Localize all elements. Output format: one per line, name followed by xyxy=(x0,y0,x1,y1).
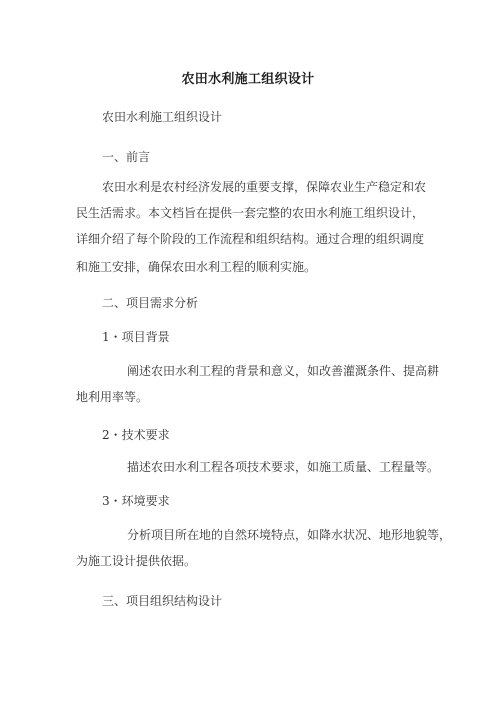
preface-paragraph-line: 和施工安排，确保农田水利工程的顺利实施。 xyxy=(76,260,317,274)
item-heading-technical: 2・技术要求 xyxy=(102,428,170,442)
item-text-line: 阐述农田水利工程的背景和意义，如改善灌溉条件、提高耕 xyxy=(127,364,440,378)
item-text-line: 地利用率等。 xyxy=(76,390,149,404)
preface-paragraph-line: 农田水利是农村经济发展的重要支撑，保障农业生产稳定和农 xyxy=(102,180,427,194)
document-subtitle: 农田水利施工组织设计 xyxy=(102,110,223,124)
item-text-line: 描述农田水利工程各项技术要求，如施工质量、工程量等。 xyxy=(127,460,440,474)
item-heading-environment: 3・环境要求 xyxy=(102,494,170,508)
item-text-line: 分析项目所在地的自然环境特点，如降水状况、地形地貌等， xyxy=(127,528,452,542)
section-heading-requirements: 二、项目需求分析 xyxy=(102,296,199,310)
item-heading-background: 1・项目背景 xyxy=(102,330,170,344)
section-heading-preface: 一、前言 xyxy=(102,150,151,164)
item-text-line: 为施工设计提供依据。 xyxy=(76,554,197,568)
preface-paragraph-line: 详细介绍了每个阶段的工作流程和组织结构。通过合理的组织调度 xyxy=(76,232,425,246)
preface-paragraph-line: 民生活需求。本文档旨在提供一套完整的农田水利施工组织设计， xyxy=(76,206,425,220)
document-title: 农田水利施工组织设计 xyxy=(181,72,315,87)
section-heading-organization: 三、项目组织结构设计 xyxy=(102,594,223,608)
